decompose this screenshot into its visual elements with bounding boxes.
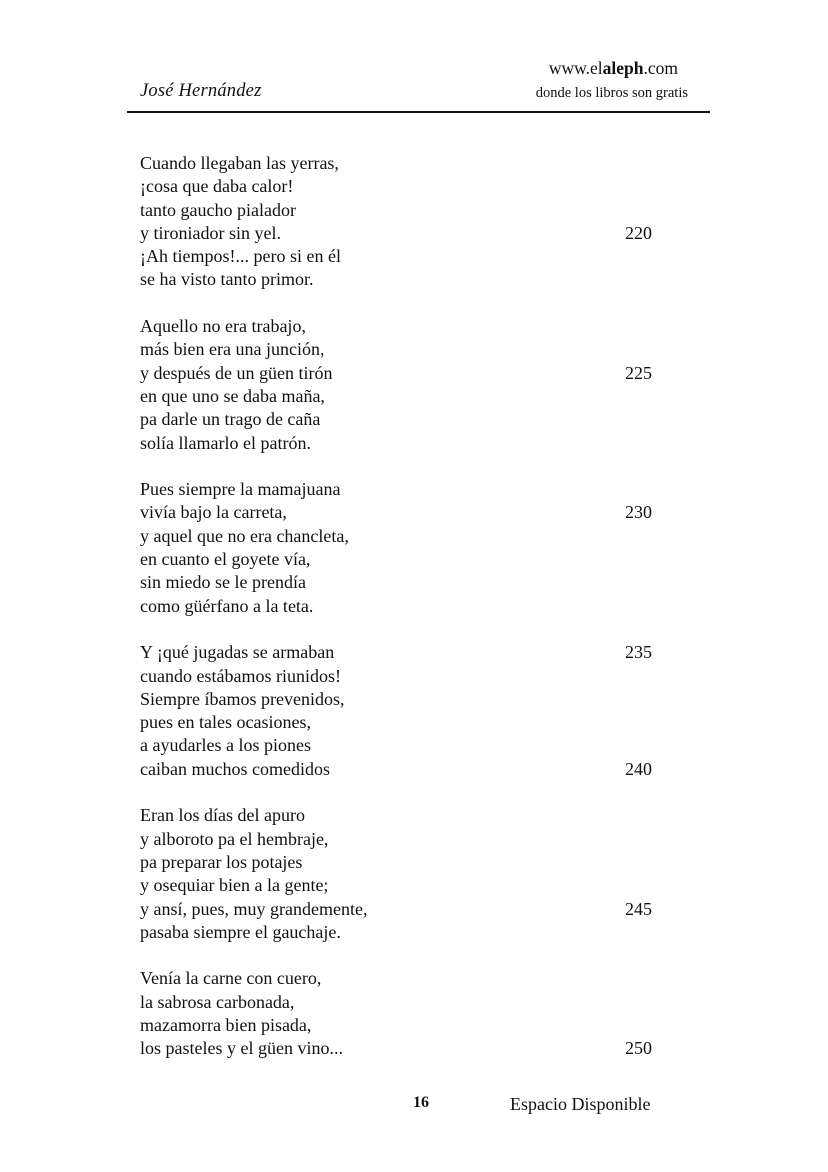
verse-text: y osequiar bien a la gente; xyxy=(140,875,329,896)
verse-text: pa preparar los potajes xyxy=(140,851,303,872)
verse-line xyxy=(140,804,700,827)
line-number: 225 xyxy=(625,362,652,383)
verse-text: más bien era una junción, xyxy=(140,339,325,360)
page-number: 16 xyxy=(413,1094,429,1111)
page-header xyxy=(127,56,710,114)
footer-note: Espacio Disponible xyxy=(510,1094,651,1114)
verse-text: Eran los días del apuro xyxy=(140,805,305,826)
verse-text: Cuando llegaban las yerras, xyxy=(140,153,339,173)
verse-line xyxy=(140,432,700,455)
verse-line xyxy=(140,548,700,571)
verse-line xyxy=(140,991,700,1014)
verse-line xyxy=(140,385,700,408)
verse-text: y tironiador sin yel. xyxy=(140,222,281,243)
verse-line xyxy=(140,641,700,664)
verse-text: en que uno se daba maña, xyxy=(140,385,325,406)
verse-text: sin miedo se le prendía xyxy=(140,572,306,593)
verse-text: Pues siempre la mamajuana xyxy=(140,479,341,500)
line-number: 240 xyxy=(625,758,652,779)
verse-line xyxy=(140,315,700,338)
verse-text: pa darle un trago de caña xyxy=(140,409,321,430)
verse-text: los pasteles y el güen vino... xyxy=(140,1038,343,1059)
stanza xyxy=(140,804,700,944)
verse-line xyxy=(140,152,700,175)
verse-text: pasaba siempre el gauchaje. xyxy=(140,921,341,942)
site-url-bold: aleph xyxy=(602,58,644,78)
verse-text: y aquel que no era chancleta, xyxy=(140,525,349,546)
verse-line xyxy=(140,478,700,501)
verse-text: Y ¡qué jugadas se armaban xyxy=(140,642,335,663)
verse-text: Venía la carne con cuero, xyxy=(140,968,322,989)
verse-text: ¡Ah tiempos!... pero si en él xyxy=(140,246,341,267)
site-url-suffix: .com xyxy=(643,58,678,78)
line-number: 245 xyxy=(625,898,652,919)
verse-text: tanto gaucho pialador xyxy=(140,199,296,220)
verse-text: como güérfano a la teta. xyxy=(140,595,314,616)
verse-line xyxy=(140,665,700,688)
verse-text: Siempre íbamos prevenidos, xyxy=(140,688,345,709)
verse-line xyxy=(140,898,700,921)
verse-line xyxy=(140,571,700,594)
line-number: 230 xyxy=(625,502,652,523)
stanza xyxy=(140,641,700,781)
stanza xyxy=(140,315,700,455)
verse-text: caiban muchos comedidos xyxy=(140,758,330,779)
verse-line xyxy=(140,851,700,874)
verse-text: cuando estábamos riunidos! xyxy=(140,665,341,686)
verse-line xyxy=(140,921,700,944)
header-rule xyxy=(127,111,710,113)
stanza xyxy=(140,478,700,618)
verse-line xyxy=(140,711,700,734)
verse-line xyxy=(140,758,700,781)
verse-text: solía llamarlo el patrón. xyxy=(140,432,311,453)
verse-text: y después de un güen tirón xyxy=(140,362,333,383)
verse-line xyxy=(140,688,700,711)
verse-line xyxy=(140,199,700,222)
verse-text: y ansí, pues, muy grandemente, xyxy=(140,898,368,919)
line-number: 250 xyxy=(625,1038,652,1059)
stanza xyxy=(140,967,700,1060)
site-url xyxy=(549,58,678,79)
verse-line xyxy=(140,268,700,291)
verse-line xyxy=(140,222,700,245)
verse-line xyxy=(140,734,700,757)
verse-text: en cuanto el goyete vía, xyxy=(140,549,311,570)
verse-line xyxy=(140,175,700,198)
verse-text: se ha visto tanto primor. xyxy=(140,269,314,290)
verse-text: pues en tales ocasiones, xyxy=(140,712,311,733)
verse-line xyxy=(140,338,700,361)
verse-line xyxy=(140,874,700,897)
line-number: 235 xyxy=(625,642,652,663)
verse-line xyxy=(140,1014,700,1037)
verse-line xyxy=(140,828,700,851)
stanza xyxy=(140,152,700,292)
verse-line xyxy=(140,525,700,548)
verse-text: ¡cosa que daba calor! xyxy=(140,176,294,197)
verse-line xyxy=(140,408,700,431)
verse-text: y alboroto pa el hembraje, xyxy=(140,828,329,849)
poem-body xyxy=(140,152,700,1084)
verse-text: la sabrosa carbonada, xyxy=(140,991,295,1012)
verse-text: Aquello no era trabajo, xyxy=(140,316,306,337)
verse-text: a ayudarles a los piones xyxy=(140,735,311,756)
site-url-prefix: www.el xyxy=(548,58,603,78)
verse-line xyxy=(140,967,700,990)
verse-text: mazamorra bien pisada, xyxy=(140,1014,312,1035)
verse-text: vivía bajo la carreta, xyxy=(140,502,287,523)
site-tagline: donde los libros son gratis xyxy=(535,85,688,101)
line-number: 220 xyxy=(625,222,652,243)
verse-line xyxy=(140,501,700,524)
verse-line xyxy=(140,362,700,385)
author-name: José Hernández xyxy=(140,81,262,101)
verse-line xyxy=(140,245,700,268)
verse-line xyxy=(140,595,700,618)
page-footer xyxy=(0,1094,828,1118)
verse-line xyxy=(140,1037,700,1060)
